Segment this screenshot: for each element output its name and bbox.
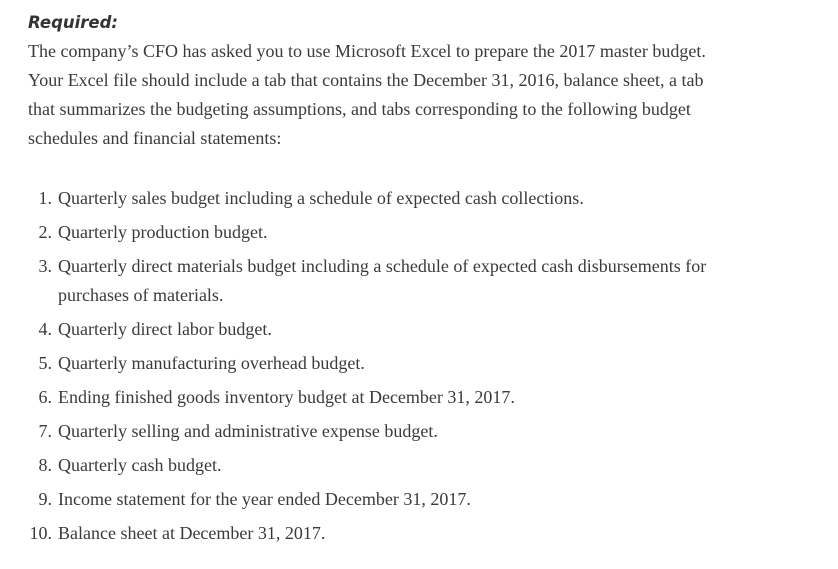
list-item-text: Ending finished goods inventory budget at December 31, 2017. <box>58 387 515 407</box>
intro-line: that summarizes the budgeting assumptions, and tabs corresponding to the following budget <box>28 99 691 119</box>
list-item-number: 6. <box>38 387 52 407</box>
list-item-number: 1. <box>38 188 52 208</box>
list-item-number: 2. <box>38 222 52 242</box>
list-item <box>28 349 818 378</box>
list-item-number: 8. <box>38 455 52 475</box>
list-item-number: 10. <box>29 523 52 543</box>
intro-line: Your Excel file should include a tab that contains the December 31, 2016, balance sheet, a tab <box>28 70 704 90</box>
list-item <box>28 252 818 310</box>
list-item-text: Income statement for the year ended December 31, 2017. <box>58 489 471 509</box>
intro-line: schedules and financial statements: <box>28 128 282 148</box>
list-item-number: 9. <box>38 489 52 509</box>
list-item-text: Quarterly direct labor budget. <box>58 319 272 339</box>
list-item-text: Quarterly sales budget including a schedule of expected cash collections. <box>58 188 584 208</box>
intro-line: The company’s CFO has asked you to use Microsoft Excel to prepare the 2017 master budget. <box>28 41 706 61</box>
list-item <box>28 315 818 344</box>
list-item-number: 7. <box>38 421 52 441</box>
list-item <box>28 184 818 213</box>
list-item <box>28 417 818 446</box>
list-item-text: Quarterly cash budget. <box>58 455 222 475</box>
list-item-text: Quarterly selling and administrative expense budget. <box>58 421 438 441</box>
list-item-text: purchases of materials. <box>58 285 224 305</box>
list-item <box>28 383 818 412</box>
list-item-number: 5. <box>38 353 52 373</box>
list-item <box>28 519 818 548</box>
list-item-text: Quarterly manufacturing overhead budget. <box>58 353 365 373</box>
document-body <box>28 10 818 543</box>
list-item-text: Quarterly production budget. <box>58 222 268 242</box>
list-item <box>28 485 818 514</box>
required-heading: Required: <box>28 13 119 32</box>
list-item-number: 4. <box>38 319 52 339</box>
list-item <box>28 218 818 247</box>
intro-paragraph <box>28 37 818 153</box>
list-item <box>28 451 818 480</box>
list-item-number: 3. <box>38 256 52 276</box>
list-item-text: Balance sheet at December 31, 2017. <box>58 523 326 543</box>
budget-schedule-list <box>28 184 818 553</box>
list-item-text: Quarterly direct materials budget including a schedule of expected cash disbursements for <box>58 256 707 276</box>
